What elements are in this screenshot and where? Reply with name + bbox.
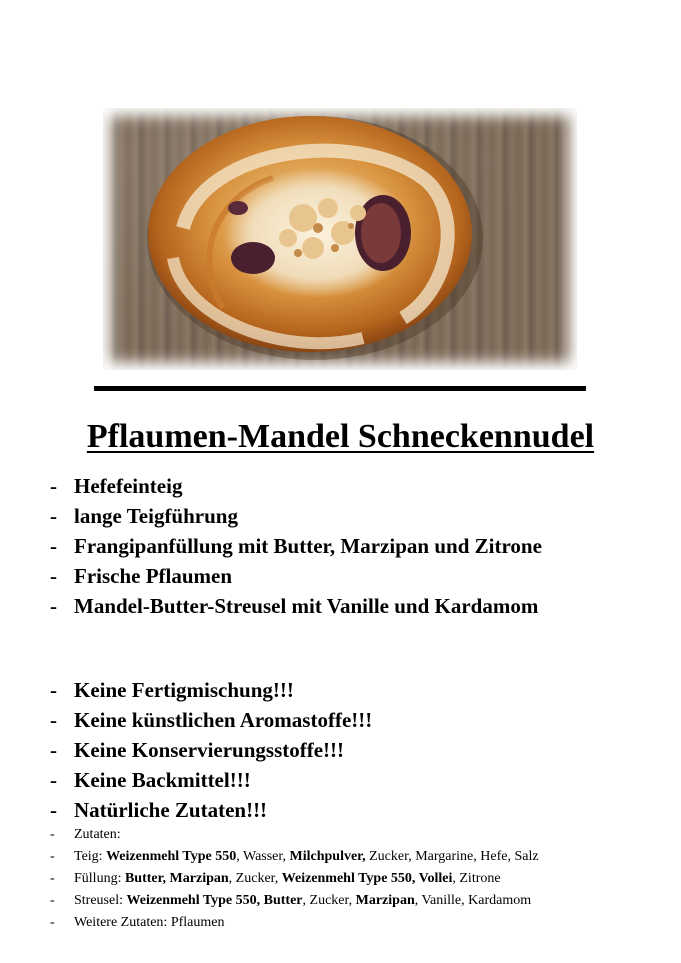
divider-rule [94, 386, 586, 391]
pastry-photo [103, 108, 577, 370]
plum-almond-pastry-icon [103, 108, 577, 370]
page-title: Pflaumen-Mandel Schneckennudel [86, 418, 595, 455]
